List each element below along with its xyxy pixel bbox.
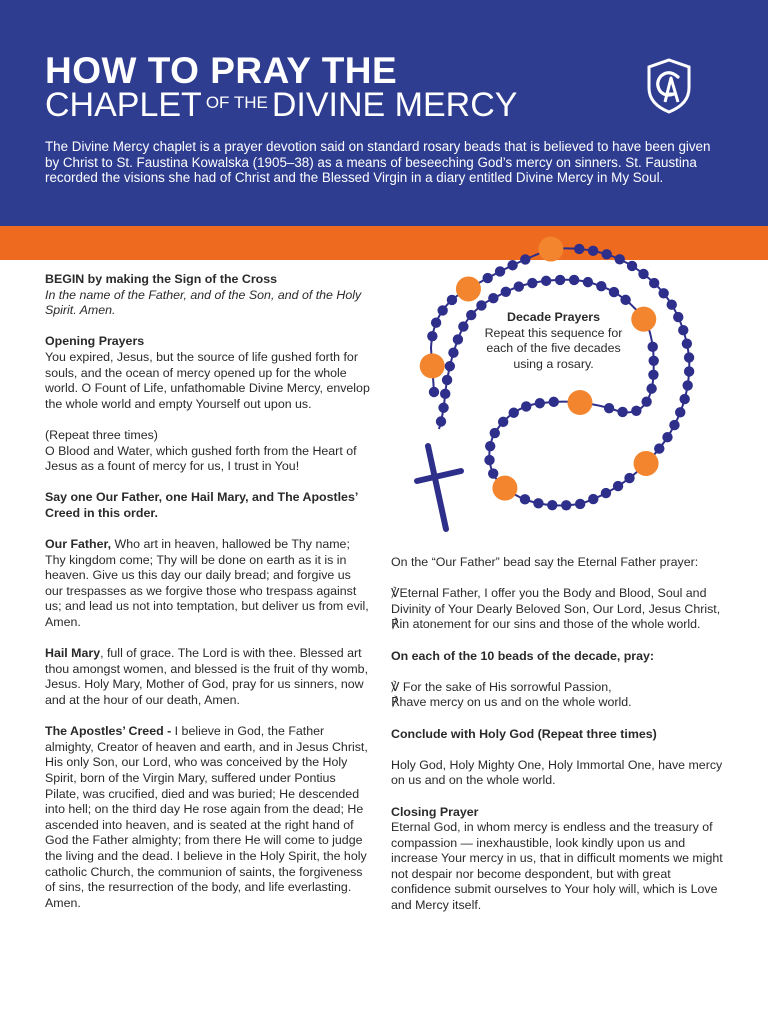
begin-heading: BEGIN by making the Sign of the Cross <box>45 272 278 286</box>
title-divine-mercy: DIVINE MERCY <box>271 86 518 124</box>
repeat-three-times-note: (Repeat three times) <box>45 427 158 442</box>
small-bead <box>490 428 500 438</box>
cross-icon <box>417 446 461 529</box>
small-bead <box>482 273 492 283</box>
sorrowful-passion-prayer <box>391 680 726 711</box>
small-bead <box>569 275 579 285</box>
small-bead <box>466 310 476 320</box>
hail-mary-prayer <box>45 646 370 708</box>
small-bead <box>658 288 668 298</box>
title-chaplet: CHAPLET <box>45 86 202 124</box>
our-father-label: Our Father, <box>45 537 112 552</box>
small-bead <box>583 277 593 287</box>
small-bead <box>601 249 611 259</box>
small-bead <box>520 254 530 264</box>
small-bead <box>684 352 694 362</box>
apostles-creed-label: The Apostles’ Creed - <box>45 724 172 739</box>
eternal-father-versicle: ℣Eternal Father, I offer you the Body and Blood, Soul and Divinity of Your Dearly Beloved Son, Our Lord, Jesus Christ, <box>391 586 721 616</box>
small-bead <box>682 338 692 348</box>
title-of-the: OF THE <box>205 93 268 112</box>
small-bead <box>574 244 584 254</box>
small-bead <box>448 348 458 358</box>
small-bead <box>648 370 658 380</box>
closing-prayer-section <box>391 805 726 914</box>
blood-water-section <box>45 428 370 475</box>
small-bead <box>436 416 446 426</box>
small-bead <box>627 261 637 271</box>
small-bead <box>458 321 468 331</box>
title-line-1: HOW TO PRAY THE <box>45 50 398 91</box>
small-bead <box>684 366 694 376</box>
holy-god-prayer: Holy God, Holy Mighty One, Holy Immortal One, have mercy on us and on the whole world. <box>391 757 723 788</box>
small-bead <box>514 281 524 291</box>
small-bead <box>427 331 437 341</box>
small-bead <box>667 300 677 310</box>
small-bead <box>429 387 439 397</box>
small-bead <box>588 246 598 256</box>
our-father-bead <box>456 276 481 301</box>
opening-prayer-text: You expired, Jesus, but the source of life gushed forth for souls, and the ocean of mercy opened up for the whole world. O Fount of Life, unfathomable Divine Mercy, envelop the whole world and empty Yourself out upon us. <box>45 349 370 411</box>
small-bead <box>575 499 585 509</box>
small-bead <box>498 417 508 427</box>
eternal-father-prayer <box>391 586 726 633</box>
header-banner <box>0 0 768 226</box>
small-bead <box>509 408 519 418</box>
closing-prayer-heading: Closing Prayer <box>391 804 479 819</box>
small-bead <box>648 342 658 352</box>
our-father-prayer <box>45 537 370 631</box>
small-bead <box>631 406 641 416</box>
small-bead <box>453 334 463 344</box>
hail-mary-text: , full of grace. The Lord is with thee. Blessed art thou amongst women, and blessed is the fruit of thy womb, Jesus. Holy Mary, Mother of God, pray for us sinners, now and at the hour of our death, Amen. <box>45 646 369 708</box>
small-bead <box>682 380 692 390</box>
title-line-2 <box>45 88 517 122</box>
small-bead <box>437 305 447 315</box>
small-bead <box>604 403 614 413</box>
conclude-heading: Conclude with Holy God (Repeat three times) <box>391 726 657 741</box>
our-father-bead-instruction: On the “Our Father” bead say the Eternal Father prayer: <box>391 555 699 569</box>
small-bead <box>485 441 495 451</box>
small-bead <box>488 293 498 303</box>
apostles-creed-prayer <box>45 724 370 911</box>
intro-paragraph: The Divine Mercy chaplet is a prayer devotion said on standard rosary beads that is believed to have been given by Christ to St. Faustina Kowalska (1905–38) as a means of beseeching God’s mercy on sinners. St. Faustina recorded the visions she had of Christ and the Blessed Virgin in a diary entitled Divine Mercy in My Soul. <box>45 139 711 186</box>
small-bead <box>549 397 559 407</box>
decade-prayers-heading: Decade Prayers <box>507 310 600 324</box>
small-bead <box>488 468 498 478</box>
right-column <box>391 555 726 914</box>
small-bead <box>678 325 688 335</box>
small-bead <box>507 260 517 270</box>
small-bead <box>601 488 611 498</box>
small-bead <box>675 407 685 417</box>
our-father-bead <box>492 476 517 501</box>
small-bead <box>679 394 689 404</box>
shield-logo-icon <box>646 58 692 114</box>
sign-of-cross-text: In the name of the Father, and of the Son, and of the Holy Spirit. Amen. <box>45 287 362 318</box>
decade-prayers-note <box>480 310 627 372</box>
small-bead <box>520 494 530 504</box>
small-bead <box>649 278 659 288</box>
small-bead <box>641 396 651 406</box>
small-bead <box>438 403 448 413</box>
small-bead <box>541 276 551 286</box>
passion-response: ℟have mercy on us and on the whole world. <box>391 695 632 710</box>
small-bead <box>596 281 606 291</box>
begin-section <box>45 272 370 319</box>
our-father-bead <box>567 390 592 415</box>
small-bead <box>495 266 505 276</box>
small-bead <box>624 473 634 483</box>
small-bead <box>613 481 623 491</box>
opening-prayers-heading: Opening Prayers <box>45 334 145 349</box>
our-father-bead <box>420 353 445 378</box>
small-bead <box>447 295 457 305</box>
small-bead <box>654 443 664 453</box>
small-bead <box>669 420 679 430</box>
small-bead <box>527 278 537 288</box>
small-bead <box>620 295 630 305</box>
ten-beads-heading: On each of the 10 beads of the decade, pray: <box>391 648 655 663</box>
closing-prayer-text: Eternal God, in whom mercy is endless and the treasury of compassion — inexhaustible, look kindly upon us and increase Your mercy in us, that in difficult moments we might not despair nor become despondent, but with great confidence submit ourselves to Your holy will, which is Love and Mercy itself. <box>391 820 723 913</box>
small-bead <box>521 401 531 411</box>
small-bead <box>662 432 672 442</box>
small-bead <box>617 407 627 417</box>
small-bead <box>638 269 648 279</box>
small-bead <box>533 498 543 508</box>
small-bead <box>445 361 455 371</box>
our-father-bead <box>631 307 656 332</box>
small-bead <box>649 356 659 366</box>
our-father-bead <box>538 237 563 262</box>
eternal-father-response: ℟in atonement for our sins and those of the whole world. <box>391 617 701 632</box>
rosary-diagram <box>400 236 700 536</box>
small-bead <box>440 389 450 399</box>
small-bead <box>501 287 511 297</box>
small-bead <box>535 398 545 408</box>
our-father-bead <box>634 451 659 476</box>
small-bead <box>555 275 565 285</box>
small-bead <box>673 312 683 322</box>
small-bead <box>547 500 557 510</box>
small-bead <box>646 383 656 393</box>
say-prayers-heading: Say one Our Father, one Hail Mary, and The Apostles’ Creed in this order. <box>45 490 358 520</box>
small-bead <box>431 318 441 328</box>
hail-mary-label: Hail Mary <box>45 646 101 661</box>
small-bead <box>609 287 619 297</box>
small-bead <box>615 254 625 264</box>
our-father-text: Who art in heaven, hallowed be Thy name; Thy kingdom come; Thy will be done on earth as it is in heaven. Give us this day our daily bread; and forgive us our trespasses as we forgive those who trespass against us; and lead us not into temptation, but deliver us from evil, Amen. <box>45 537 369 630</box>
decade-prayers-text: Repeat this sequence for each of the five decades using a rosary. <box>484 325 623 371</box>
small-bead <box>484 455 494 465</box>
apostles-creed-text: I believe in God, the Father almighty, Creator of heaven and earth, and in Jesus Christ, His only Son, our Lord, who was conceived by the Holy Spirit, born of the Virgin Mary, suffered under Pontius Pilate, was crucified, died and was buried; He descended into hell; on the third day He rose again from the dead; He ascended into heaven, and is seated at the right hand of God the Father almighty; from there He will come to judge the living and the dead. I believe in the Holy Spirit, the holy catholic Church, the communion of saints, the forgiveness of sins, the resurrection of the body, and life everlasting. Amen. <box>45 724 368 910</box>
blood-water-prayer-text: O Blood and Water, which gushed forth from the Heart of Jesus as a fount of mercy for us, I trust in You! <box>45 443 357 474</box>
small-bead <box>561 500 571 510</box>
passion-versicle: ℣ For the sake of His sorrowful Passion, <box>391 679 612 694</box>
small-bead <box>588 494 598 504</box>
left-column <box>45 272 370 927</box>
opening-prayers-section <box>45 334 370 412</box>
small-bead <box>442 375 452 385</box>
